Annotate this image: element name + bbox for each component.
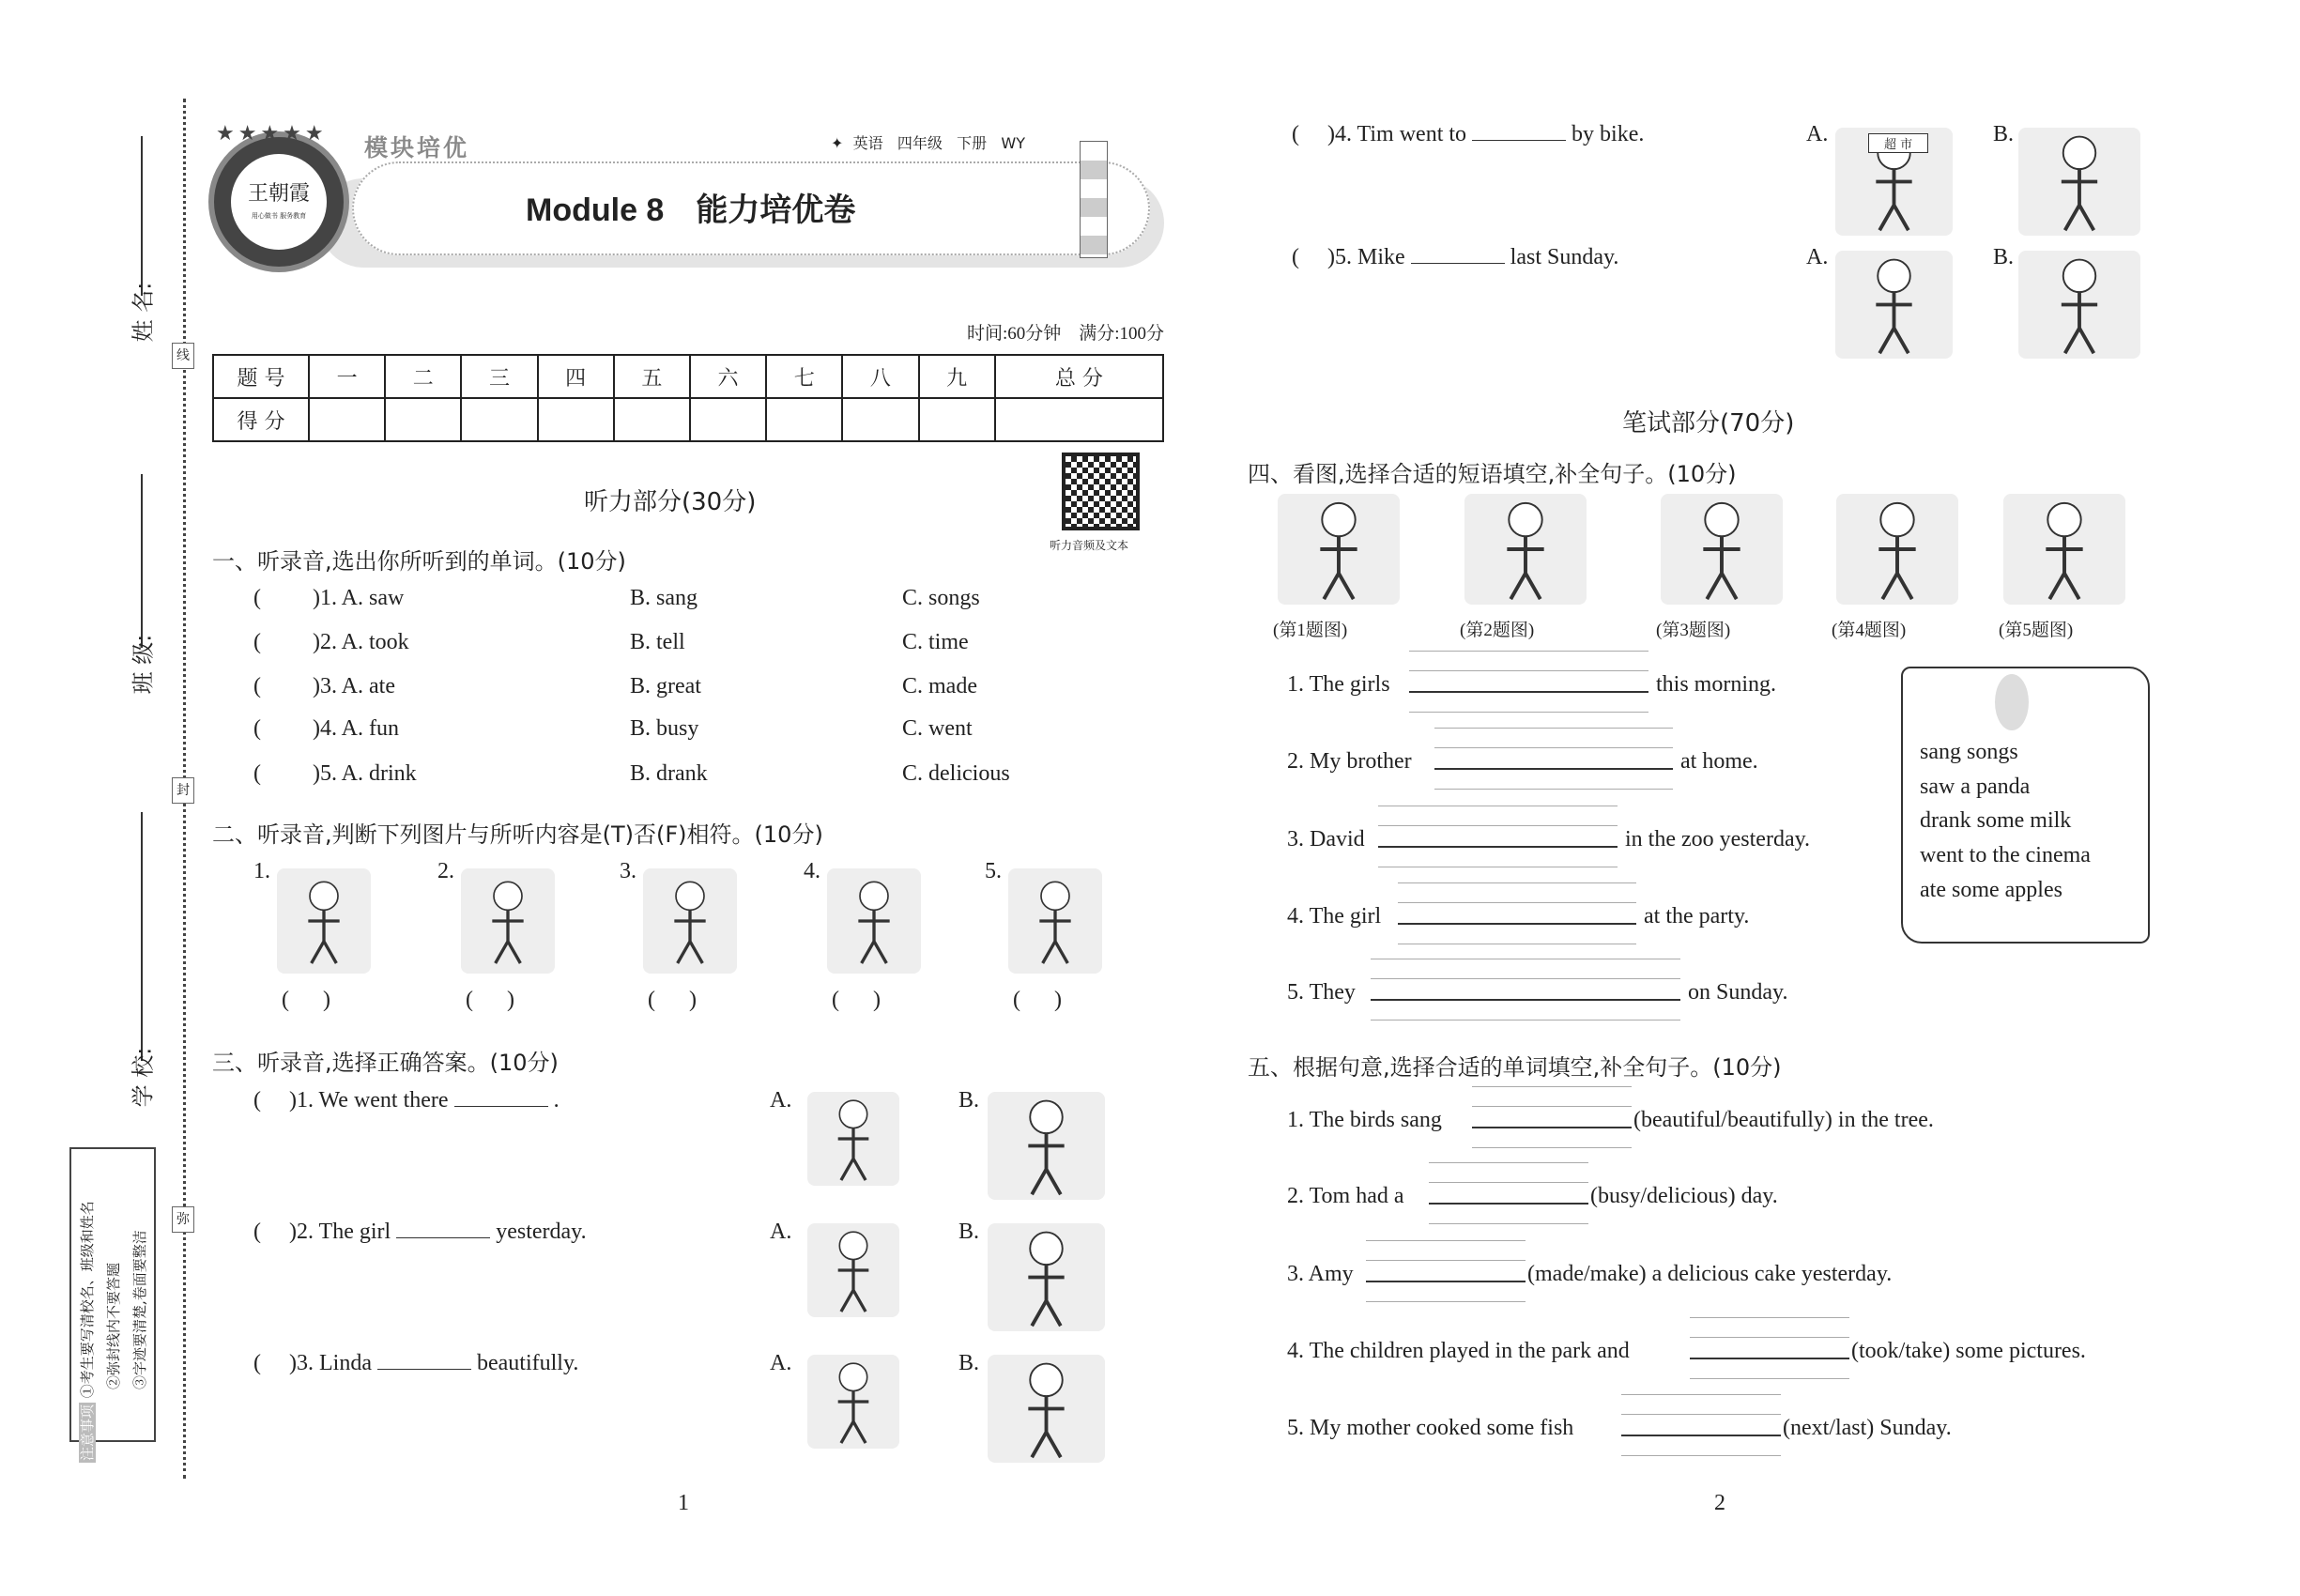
score-header-cell: 三	[461, 355, 537, 398]
s4-answer-lines[interactable]	[1378, 806, 1618, 867]
word-bank-item: sang songs	[1920, 740, 2018, 764]
section4-heading: 四、看图,选择合适的短语填空,补全句子。(10分)	[1248, 461, 1737, 487]
score-input-cell[interactable]	[614, 398, 690, 441]
s4-sentence-end: in the zoo yesterday.	[1625, 827, 1811, 852]
score-header-cell: 八	[842, 355, 918, 398]
school-line	[141, 812, 143, 1061]
score-input-cell[interactable]	[766, 398, 842, 441]
s4-picture	[1661, 494, 1783, 605]
option-a-label: A.	[1806, 245, 1829, 269]
s2-picture	[827, 868, 921, 974]
brand-name: 王朝霞	[247, 182, 310, 206]
option-b-label: B.	[958, 1220, 980, 1244]
s5-sentence-end: (made/make) a delicious cake yesterday.	[1527, 1262, 1893, 1286]
edition: WY	[1001, 134, 1026, 152]
s4-caption: (第2题图)	[1460, 621, 1535, 640]
page-number-1: 1	[678, 1491, 689, 1515]
s3-question: ( )2. The girl yesterday.	[253, 1220, 587, 1244]
word-bank-item: went to the cinema	[1920, 843, 2091, 867]
answer-paren[interactable]: (	[253, 716, 261, 741]
score-header-cell: 九	[919, 355, 995, 398]
score-table	[212, 354, 1164, 442]
option-a-label: A.	[770, 1088, 792, 1113]
score-input-cell[interactable]	[842, 398, 918, 441]
s5-answer-lines[interactable]	[1366, 1240, 1526, 1302]
option-a-label: A.	[770, 1351, 792, 1375]
grade: 四年级	[897, 134, 943, 152]
option-a-picture	[1835, 251, 1953, 359]
score-header-cell: 七	[766, 355, 842, 398]
s5-sentence-start: 4. The children played in the park and	[1287, 1339, 1630, 1363]
s4-sentence-start: 4. The girl	[1287, 904, 1382, 928]
option-b-picture	[988, 1092, 1105, 1200]
option-b-label: B.	[958, 1088, 980, 1113]
section2-heading: 二、听录音,判断下列图片与所听内容是(T)否(F)相符。(10分)	[212, 821, 823, 848]
s2-answer-paren[interactable]: ( )	[466, 988, 514, 1012]
s5-sentence-end: (busy/delicious) day.	[1590, 1184, 1778, 1208]
s3-question: ( )1. We went there .	[253, 1088, 560, 1113]
listening-title: 听力部分(30分)	[584, 488, 757, 516]
s5-sentence-end: (next/last) Sunday.	[1783, 1416, 1952, 1440]
score-input-cell[interactable]	[385, 398, 461, 441]
brand-logo	[208, 131, 349, 272]
s4-sentence-end: at home.	[1680, 749, 1758, 774]
s4-caption: (第1题图)	[1273, 621, 1348, 640]
s5-sentence-end: (beautiful/beautifully) in the tree.	[1633, 1108, 1934, 1132]
series-label: 模块培优	[364, 134, 470, 161]
s4-picture	[1278, 494, 1400, 605]
s1-option-b: B. drank	[630, 761, 708, 786]
s1-option-a: )5. A. drink	[313, 761, 417, 786]
word-bank-item: ate some apples	[1920, 878, 2062, 902]
notes-title: 注意事项	[79, 1404, 96, 1461]
option-b-label: B.	[1993, 122, 2015, 146]
option-a-picture	[807, 1355, 899, 1449]
score-input-cell[interactable]	[461, 398, 537, 441]
note-2: ②弥封线内不要答题	[105, 1262, 122, 1389]
option-a-label: A.	[770, 1220, 792, 1244]
s2-picture	[1008, 868, 1102, 974]
s2-answer-paren[interactable]: ( )	[1013, 988, 1062, 1012]
name-line	[141, 136, 143, 296]
lighthouse-icon	[1080, 141, 1108, 258]
s4-answer-lines[interactable]	[1434, 728, 1673, 790]
s2-answer-paren[interactable]: ( )	[648, 988, 697, 1012]
sparkle-icon: ✦	[831, 134, 844, 152]
class-label: 班 级:	[130, 634, 157, 695]
s4-caption: (第5题图)	[1999, 621, 2074, 640]
time-info: 时间:60分钟 满分:100分	[966, 324, 1164, 344]
s3-question: ( )3. Linda beautifully.	[253, 1351, 579, 1375]
s2-picture	[461, 868, 555, 974]
s4-answer-lines[interactable]	[1371, 959, 1680, 1021]
s1-option-a: )3. A. ate	[313, 674, 395, 698]
score-input-cell[interactable]	[690, 398, 766, 441]
s4-caption: (第4题图)	[1832, 621, 1907, 640]
s1-option-c: C. made	[902, 674, 977, 698]
s4-answer-lines[interactable]	[1398, 882, 1636, 944]
answer-paren[interactable]: (	[253, 674, 261, 698]
s1-option-c: C. time	[902, 630, 969, 654]
s5-sentence-start: 1. The birds sang	[1287, 1108, 1442, 1132]
score-header-cell: 总 分	[995, 355, 1163, 398]
score-input-cell[interactable]	[538, 398, 614, 441]
option-b-picture	[988, 1355, 1105, 1463]
word-bank-item: saw a panda	[1920, 775, 2031, 799]
answer-paren[interactable]: (	[253, 761, 261, 786]
seal-mark-mi: 弥	[172, 1206, 194, 1233]
note-3: ③字迹要清楚,卷面要整洁	[131, 1230, 148, 1389]
s2-number: 3.	[620, 859, 636, 883]
option-a-picture	[807, 1223, 899, 1317]
score-header-cell: 一	[309, 355, 385, 398]
volume: 下册	[957, 134, 988, 152]
section3-heading: 三、听录音,选择正确答案。(10分)	[212, 1050, 559, 1076]
score-input-cell[interactable]	[309, 398, 385, 441]
s1-option-b: B. busy	[630, 716, 699, 741]
s5-sentence-end: (took/take) some pictures.	[1851, 1339, 2086, 1363]
option-a-picture	[807, 1092, 899, 1186]
s5-sentence-start: 2. Tom had a	[1287, 1184, 1404, 1208]
s4-sentence-start: 2. My brother	[1287, 749, 1412, 774]
seal-mark-xian: 线	[172, 343, 194, 369]
s5-sentence-start: 3. Amy	[1287, 1262, 1354, 1286]
score-header-cell: 四	[538, 355, 614, 398]
s1-option-a: )4. A. fun	[313, 716, 399, 741]
s1-option-a: )1. A. saw	[313, 586, 405, 610]
s2-answer-paren[interactable]: ( )	[282, 988, 330, 1012]
s2-number: 4.	[804, 859, 820, 883]
option-b-label: B.	[958, 1351, 980, 1375]
s1-option-b: B. tell	[630, 630, 685, 654]
section5-heading: 五、根据句意,选择合适的单词填空,补全句子。(10分)	[1248, 1054, 1782, 1081]
supermarket-sign: 超 市	[1868, 133, 1928, 153]
seal-mark-feng: 封	[172, 777, 194, 804]
s4-picture	[1464, 494, 1587, 605]
option-a-label: A.	[1806, 122, 1829, 146]
s4-sentence-start: 5. They	[1287, 980, 1356, 1005]
s1-option-b: B. sang	[630, 586, 698, 610]
s2-answer-paren[interactable]: ( )	[832, 988, 881, 1012]
subject: 英语	[852, 134, 883, 152]
s1-option-c: C. delicious	[902, 761, 1010, 786]
option-b-picture	[2018, 128, 2140, 236]
note-1: ①考生要写清校名、班级和姓名	[79, 1201, 96, 1399]
s4-caption: (第3题图)	[1656, 621, 1731, 640]
s2-picture	[277, 868, 371, 974]
s4-picture	[2003, 494, 2125, 605]
qr-label: 听力音频及文本	[1050, 539, 1129, 552]
answer-paren[interactable]: (	[253, 630, 261, 654]
s1-option-c: C. songs	[902, 586, 980, 610]
s4-sentence-end: on Sunday.	[1688, 980, 1788, 1005]
school-label: 学 校:	[130, 1047, 157, 1108]
score-header-cell: 五	[614, 355, 690, 398]
s4-sentence-start: 3. David	[1287, 827, 1365, 852]
name-label: 姓 名:	[130, 282, 157, 343]
s5-sentence-start: 5. My mother cooked some fish	[1287, 1416, 1574, 1440]
s5-answer-lines[interactable]	[1429, 1162, 1588, 1224]
section1-heading: 一、听录音,选出你所听到的单词。(10分)	[212, 548, 626, 575]
s2-number: 1.	[253, 859, 270, 883]
s1-option-c: C. went	[902, 716, 973, 741]
notes-box	[69, 1147, 156, 1461]
s5-answer-lines[interactable]	[1621, 1394, 1781, 1456]
option-b-picture	[988, 1223, 1105, 1331]
score-input-cell[interactable]	[995, 398, 1163, 441]
class-line	[141, 474, 143, 648]
s5-answer-lines[interactable]	[1472, 1086, 1632, 1148]
brand-slogan: 用心做书 服务教育	[251, 212, 307, 220]
s4-sentence-start: 1. The girls	[1287, 672, 1390, 697]
page-title: Module 8 能力培优卷	[526, 192, 856, 228]
option-b-label: B.	[1993, 245, 2015, 269]
option-b-picture	[2018, 251, 2140, 359]
s3-question: ( )5. Mike last Sunday.	[1292, 245, 1619, 269]
word-bank-item: drank some milk	[1920, 808, 2072, 833]
writing-title: 笔试部分(70分)	[1622, 409, 1795, 437]
s3-question: ( )4. Tim went to by bike.	[1292, 122, 1645, 146]
s2-number: 5.	[985, 859, 1002, 883]
s2-number: 2.	[437, 859, 454, 883]
page-number-2: 2	[1714, 1491, 1725, 1515]
score-header-cell: 题 号	[213, 355, 309, 398]
s4-sentence-end: this morning.	[1656, 672, 1777, 697]
score-row-label: 得 分	[213, 398, 309, 441]
s4-answer-lines[interactable]	[1409, 651, 1648, 713]
dog-icon	[1995, 674, 2029, 730]
qr-code	[1062, 453, 1140, 530]
score-header-cell: 六	[690, 355, 766, 398]
answer-paren[interactable]: (	[253, 586, 261, 610]
s5-answer-lines[interactable]	[1690, 1317, 1849, 1379]
s2-picture	[643, 868, 737, 974]
s4-picture	[1836, 494, 1958, 605]
s1-option-b: B. great	[630, 674, 701, 698]
score-header-cell: 二	[385, 355, 461, 398]
stars-icon: ★★★★★	[216, 122, 328, 146]
s4-sentence-end: at the party.	[1644, 904, 1750, 928]
score-input-cell[interactable]	[919, 398, 995, 441]
s1-option-a: )2. A. took	[313, 630, 409, 654]
